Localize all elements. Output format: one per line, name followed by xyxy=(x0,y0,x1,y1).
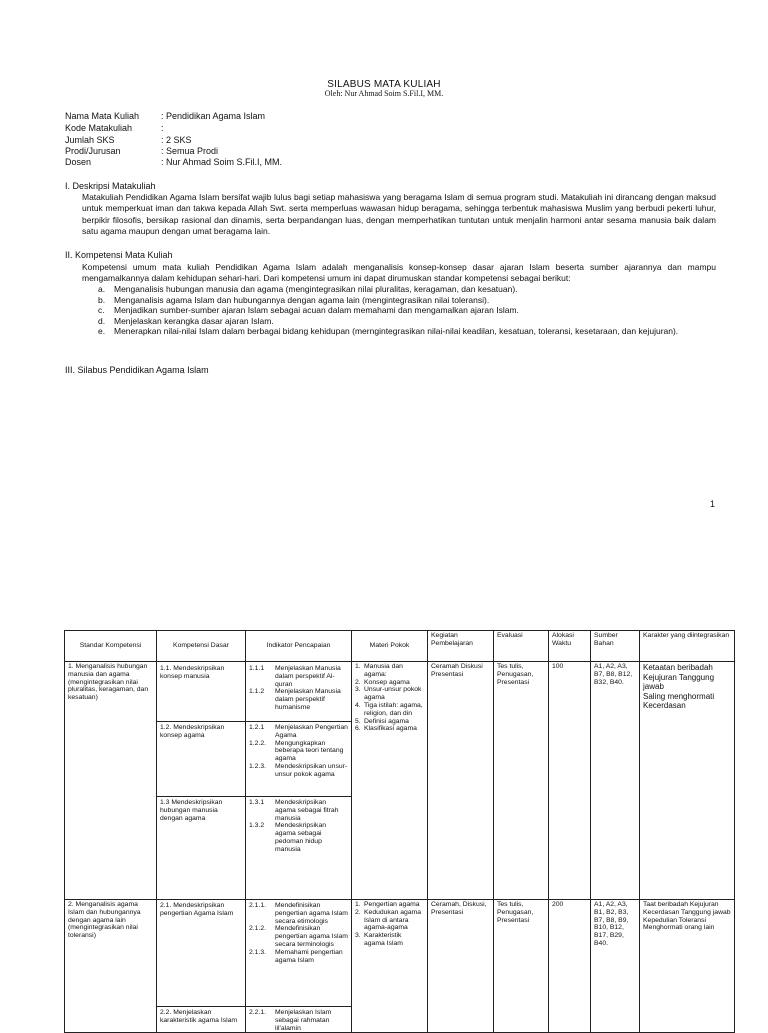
column-header: Standar Kompetensi xyxy=(65,631,157,662)
materi-item: 2. Konsep agama xyxy=(355,678,410,686)
column-header: Sumber Bahan xyxy=(591,631,640,662)
cell-alokasi: 100 xyxy=(549,662,591,900)
cell-evaluasi: Tes tulis, Penugasan, Presentasi xyxy=(494,900,549,1033)
column-header: Alokasi Waktu xyxy=(549,631,591,662)
indicator-group xyxy=(246,721,351,796)
info-value: : xyxy=(161,123,164,133)
cell-kegiatan: Ceramah Diskusi Presentasi xyxy=(428,662,494,900)
materi-item: 3. Karakteristik agama Islam xyxy=(355,932,403,947)
indicator-item: 1.3.2 Mendeskripsikan agama sebagai pedoman hidup manusia xyxy=(249,822,326,853)
indicator-group xyxy=(246,900,351,1006)
kd-item: 2.1. Mendeskripsikan pengertian Agama Islam xyxy=(160,902,234,917)
indicator-item: 1.2.1 Menjelaskan Pengertian Agama xyxy=(249,724,348,739)
info-row xyxy=(0,111,768,122)
section-text-kompetensi: Kompetensi umum mata kuliah Pendidikan Agama Islam adalah menganalisis konsep-konsep dasar ajaran Islam beserta sumber ajarannya dan mampu mengamalkannya dalam kehidupan sehari-hari. Dari kompetensi umum ini dapat dirumuskan standar kompetensi sebagai berikut: xyxy=(82,262,716,283)
kd-item: 1.3 Mendeskripsikan hubungan manusia dengan agama xyxy=(157,796,245,822)
page-number: 1 xyxy=(710,499,716,509)
indicator-item: 1.2.3. Mendeskripsikan unsur-unsur pokok agama xyxy=(249,762,348,778)
indicator-item: 2.1.3. Memahami pengertian agama Islam xyxy=(249,948,343,964)
indicator-item: 1.1.2 Menjelaskan Manusia dalam perspektif humanisme xyxy=(249,688,341,711)
cell-standar-kompetensi: 2. Menganalisis agama Islam dan hubungannya dengan agama lain (mengintegrasikan nilai toleransi) xyxy=(65,900,157,1033)
info-row xyxy=(0,135,768,146)
list-item: b. Menganalisis agama Islam dan hubungannya dengan agama lain (mengintegrasikan nilai toleransi). xyxy=(98,294,490,305)
info-value: : Pendidikan Agama Islam xyxy=(161,111,266,121)
materi-item: 3. Unsur-unsur pokok agama xyxy=(355,686,422,702)
karakter-item: Saling menghormati Kecerdasan xyxy=(643,691,715,711)
column-header: Indikator Pencapaian xyxy=(246,631,352,662)
kd-item: 1.2. Mendeskripsikan konsep agama xyxy=(157,721,245,796)
list-item: e. Menerapkan nilai-nilai Islam dalam berbagai bidang kehidupan (merngintegrasikan nilai-nilai keadilan, kesatuan, toleransi, kesetaraan, dan kejujuran). xyxy=(98,326,679,337)
info-row xyxy=(0,157,768,168)
indicator-group xyxy=(246,662,351,721)
info-value: : Nur Ahmad Soim S.Fil.I, MM. xyxy=(161,157,283,167)
materi-item: 2. Kedudukan agama Islam di antara agama-agama xyxy=(355,908,422,932)
cell-karakter: Taat beribadah Kejujuran Kecerdasan Tanggung jawab Kepedulian Toleransi Menghormati orang lain xyxy=(640,900,735,1033)
materi-item: 6. Klasifikasi agama xyxy=(355,725,417,733)
karakter-item: Kejujuran Tanggung jawab xyxy=(643,672,715,692)
cell-materi-pokok xyxy=(352,662,428,900)
cell-kompetensi-dasar xyxy=(157,662,246,900)
cell-evaluasi: Tes tulis, Penugasan, Presentasi xyxy=(494,662,549,900)
info-row xyxy=(0,123,768,134)
column-header: Kompetensi Dasar xyxy=(157,631,246,662)
cell-indikator xyxy=(246,900,352,1033)
list-item: a. Menganalisis hubungan manusia dan agama (mengintegrasikan nilai pluralitas, keragaman, dan kesatuan). xyxy=(98,284,518,294)
cell-sumber: A1, A2, A3, B7, B8, B12, B32, B40. xyxy=(591,662,640,900)
indicator-item: 1.2.2. Mengungkapkan beberapa teori tentang agama xyxy=(249,739,344,763)
column-header: Kegiatan Pembelajaran xyxy=(428,631,494,662)
kd-item: 1.1. Mendeskripsikan konsep manusia xyxy=(160,665,225,680)
table-row xyxy=(65,662,735,900)
cell-materi-pokok xyxy=(352,900,428,1033)
cell-kompetensi-dasar xyxy=(157,900,246,1033)
info-label: Dosen xyxy=(65,157,92,167)
info-label: Nama Mata Kuliah xyxy=(65,111,140,121)
cell-standar-kompetensi: 1. Menganalisis hubungan manusia dan agama (mengintegrasikan nilai pluralitas, keragaman, dan kesatuan) xyxy=(65,662,157,900)
indicator-item: 1.1.1 Menjelaskan Manusia dalam perspektif Al-quran xyxy=(249,665,341,688)
cell-alokasi: 200 xyxy=(549,900,591,1033)
syllabus-table xyxy=(64,630,735,1033)
cell-indikator xyxy=(246,662,352,900)
info-row xyxy=(0,146,768,157)
cell-karakter xyxy=(640,662,735,900)
materi-item: 1. Manusia dan agama: xyxy=(355,663,403,678)
list-item: c. Menjadikan sumber-sumber ajaran Islam sebagai acuan dalam memahami dan mengamalkan ajaran Islam. xyxy=(98,305,519,316)
karakter-item: Ketaatan beribadah xyxy=(643,663,713,672)
section-heading-kompetensi: II. Kompetensi Mata Kuliah xyxy=(65,250,173,260)
info-value: : Semua Prodi xyxy=(161,146,219,156)
indicator-item: 2.1.1. Mendefinisikan pengertian agama Islam secara etimologis xyxy=(249,902,348,925)
section-text-deskripsi: Matakuliah Pendidikan Agama Islam bersifat wajib lulus bagi setiap mahasiswa yang beragama Islam di semua program studi. Matakuliah ini dirancang dengan maksud untuk memperkuat iman dan takwa kepada Allah Swt. serta memperluas wawasan hidup beragama, sehingga terbentuk mahasiswa Muslim yang berbudi pekerti luhur, berpikir filosofis, bersikap rasional dan dinamis, serta berpandangan luas, dengan memperhatikan tuntutan untuk menjalin harmoni antar sesama manusia baik dalam satu agama maupun dengan umat beragama lain. xyxy=(82,192,716,237)
materi-item: 1. Pengertian agama xyxy=(355,901,420,908)
table-header-row xyxy=(65,631,735,662)
cell-sumber: A1, A2, A3, B1, B2, B3, B7, B8, B9, B10, B12, B17, B29, B40. xyxy=(591,900,640,1033)
indicator-item: 2.1.2. Mendefinisikan pengertian agama Islam secara terminologis xyxy=(249,925,348,948)
page-title: SILABUS MATA KULIAH xyxy=(327,79,441,90)
column-header: Materi Pokok xyxy=(352,631,428,662)
indicator-item: 1.3.1 Mendeskripsikan agama sebagai fitrah manusia xyxy=(249,799,339,822)
materi-item: 5. Definisi agama xyxy=(355,717,409,725)
list-item: d. Menjelaskan kerangka dasar ajaran Islam. xyxy=(98,315,274,326)
indicator-group xyxy=(246,1006,351,1032)
table-row xyxy=(65,900,735,1033)
section-heading-deskripsi: I. Deskripsi Matakuliah xyxy=(65,181,156,191)
info-value: : 2 SKS xyxy=(161,135,192,145)
competency-list xyxy=(82,284,716,337)
section-heading-silabus: III. Silabus Pendidikan Agama Islam xyxy=(65,365,209,375)
indicator-item: 2.2.1. Menjelaskan Islam sebagai rahmatan lil'alamin xyxy=(249,1009,332,1032)
info-label: Kode Matakuliah xyxy=(65,123,133,133)
info-label: Jumlah SKS xyxy=(65,135,115,145)
indicator-group xyxy=(246,796,351,854)
column-header: Evaluasi xyxy=(494,631,549,662)
column-header: Karakter yang diintegrasikan xyxy=(640,631,735,662)
materi-item: 4. Tiga istilah: agama, religion, dan din xyxy=(355,701,423,717)
kd-item: 2.2. Menjelaskan karakteristik agama Islam xyxy=(157,1006,245,1025)
info-label: Prodi/Jurusan xyxy=(65,146,121,156)
cell-kegiatan: Ceramah, Diskusi, Presentasi xyxy=(428,900,494,1033)
author-line: Oleh: Nur Ahmad Soim S.Fil.I, MM. xyxy=(324,89,444,98)
